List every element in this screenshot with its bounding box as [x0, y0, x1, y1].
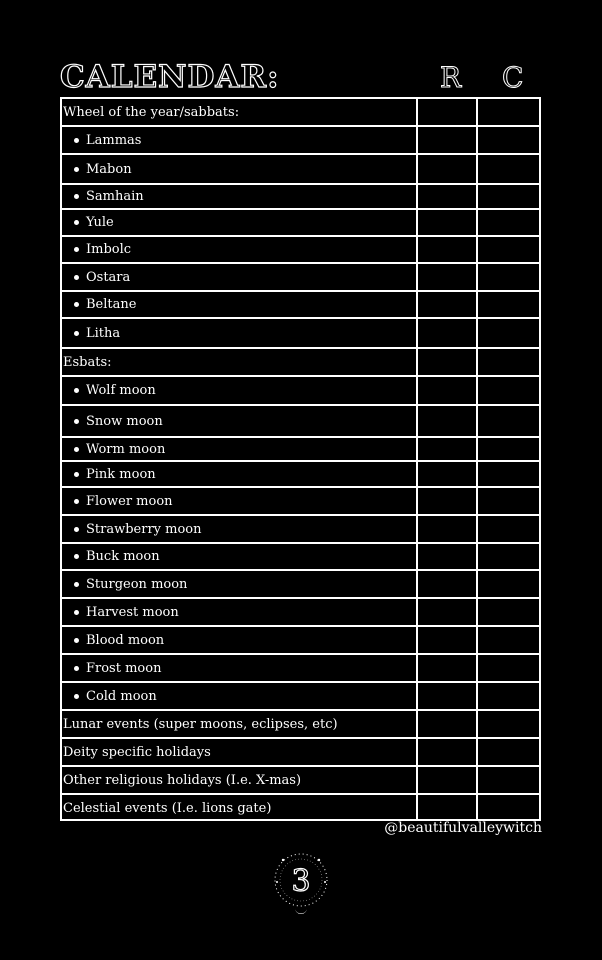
table-row — [62, 438, 539, 462]
table-row — [62, 571, 539, 599]
checkbox-cell-c[interactable] — [478, 185, 539, 208]
table-row — [62, 462, 539, 488]
row-label-text: Deity specific holidays — [63, 744, 211, 760]
bullet-icon — [74, 331, 79, 336]
row-label-text: Lunar events (super moons, eclipses, etc) — [63, 716, 338, 732]
row-label-text: Snow moon — [86, 413, 163, 429]
list-item-label — [62, 544, 418, 569]
checkbox-cell-c[interactable] — [478, 319, 539, 347]
checkbox-cell-r[interactable] — [418, 488, 478, 514]
checkbox-cell-c[interactable] — [478, 462, 539, 486]
table-row — [62, 655, 539, 683]
row-label-text: Wheel of the year/sabbats: — [63, 104, 240, 120]
checkbox-cell-r[interactable] — [418, 210, 478, 235]
bullet-icon — [74, 194, 79, 199]
row-label-text: Sturgeon moon — [86, 576, 188, 592]
list-item-label — [62, 571, 418, 597]
list-item-label — [62, 210, 418, 235]
checkbox-cell-c[interactable] — [478, 711, 539, 737]
row-label-text: Ostara — [86, 269, 131, 285]
checkbox-cell-r[interactable] — [418, 406, 478, 436]
checkbox-cell-c[interactable] — [478, 264, 539, 290]
bullet-icon — [74, 419, 79, 424]
checkbox-cell-r[interactable] — [418, 155, 478, 183]
bullet-icon — [74, 472, 79, 477]
checkbox-cell-c[interactable] — [478, 349, 539, 375]
bullet-icon — [74, 527, 79, 532]
table-row — [62, 185, 539, 210]
page-number: 3 — [291, 864, 311, 899]
row-label-text: Buck moon — [86, 549, 160, 564]
row-label-text: Samhain — [86, 189, 144, 204]
list-item-label — [62, 377, 418, 404]
table-row — [62, 292, 539, 319]
row-label-text: Blood moon — [86, 632, 165, 648]
list-item-label — [62, 155, 418, 183]
checkbox-cell-c[interactable] — [478, 406, 539, 436]
row-label-text: Cold moon — [86, 688, 157, 704]
table-row — [62, 627, 539, 655]
checkbox-cell-r[interactable] — [418, 319, 478, 347]
table-row — [62, 127, 539, 155]
checkbox-cell-r[interactable] — [418, 544, 478, 569]
section-label — [62, 711, 418, 737]
bullet-icon — [74, 302, 79, 307]
row-label-text: Mabon — [86, 161, 132, 177]
checkbox-cell-c[interactable] — [478, 544, 539, 569]
checkbox-cell-c[interactable] — [478, 655, 539, 681]
crescent-moon-icon — [295, 908, 307, 914]
row-label-text: Esbats: — [63, 354, 112, 370]
column-header-c: C — [502, 61, 524, 94]
table-row — [62, 319, 539, 349]
bullet-icon — [74, 666, 79, 671]
checkbox-cell-c[interactable] — [478, 292, 539, 317]
checkbox-cell-r[interactable] — [418, 711, 478, 737]
list-item-label — [62, 627, 418, 653]
checkbox-cell-r[interactable] — [418, 599, 478, 625]
list-item-label — [62, 406, 418, 436]
checkbox-cell-c[interactable] — [478, 627, 539, 653]
checkbox-cell-r[interactable] — [418, 739, 478, 765]
list-item-label — [62, 292, 418, 317]
bullet-icon — [74, 388, 79, 393]
table-row — [62, 711, 539, 739]
bullet-icon — [74, 638, 79, 643]
checkbox-cell-r[interactable] — [418, 349, 478, 375]
column-header-r: R — [440, 61, 462, 94]
checkbox-cell-r[interactable] — [418, 655, 478, 681]
bullet-icon — [74, 554, 79, 559]
list-item-label — [62, 488, 418, 514]
page-title: CALENDAR: — [60, 59, 280, 95]
row-label-text: Beltane — [86, 297, 137, 312]
section-label — [62, 349, 418, 375]
bullet-icon — [74, 582, 79, 587]
checkbox-cell-c[interactable] — [478, 438, 539, 460]
checkbox-cell-r[interactable] — [418, 292, 478, 317]
checkbox-cell-c[interactable] — [478, 795, 539, 821]
checkbox-cell-r[interactable] — [418, 264, 478, 290]
table-row — [62, 488, 539, 516]
table-row — [62, 599, 539, 627]
checkbox-cell-c[interactable] — [478, 99, 539, 125]
list-item-label — [62, 237, 418, 262]
table-row — [62, 767, 539, 795]
list-item-label — [62, 655, 418, 681]
row-label-text: Litha — [86, 325, 121, 341]
checkbox-cell-c[interactable] — [478, 571, 539, 597]
checkbox-cell-c[interactable] — [478, 516, 539, 542]
bullet-icon — [74, 138, 79, 143]
table-row — [62, 210, 539, 237]
checkbox-cell-r[interactable] — [418, 185, 478, 208]
checkbox-cell-r[interactable] — [418, 462, 478, 486]
section-label — [62, 767, 418, 793]
author-handle: @beautifulvalleywitch — [384, 820, 542, 836]
checkbox-cell-c[interactable] — [478, 237, 539, 262]
checkbox-cell-c[interactable] — [478, 683, 539, 709]
bullet-icon — [74, 247, 79, 252]
row-label-text: Pink moon — [86, 466, 156, 482]
table-row — [62, 99, 539, 127]
checkbox-cell-c[interactable] — [478, 127, 539, 153]
row-label-text: Lammas — [86, 132, 142, 148]
list-item-label — [62, 264, 418, 290]
checkbox-cell-r[interactable] — [418, 516, 478, 542]
table-row — [62, 349, 539, 377]
checkbox-cell-c[interactable] — [478, 599, 539, 625]
table-row — [62, 406, 539, 438]
checkbox-cell-r[interactable] — [418, 438, 478, 460]
row-label-text: Worm moon — [86, 441, 166, 457]
checkbox-cell-c[interactable] — [478, 767, 539, 793]
section-label — [62, 99, 418, 125]
section-label — [62, 739, 418, 765]
table-row — [62, 237, 539, 264]
checkbox-cell-r[interactable] — [418, 99, 478, 125]
table-row — [62, 683, 539, 711]
page-number-emblem — [271, 850, 331, 916]
bullet-icon — [74, 610, 79, 615]
bullet-icon — [74, 694, 79, 699]
list-item-label — [62, 127, 418, 153]
checkbox-cell-r[interactable] — [418, 767, 478, 793]
checkbox-cell-c[interactable] — [478, 155, 539, 183]
checkbox-cell-r[interactable] — [418, 127, 478, 153]
bullet-icon — [74, 275, 79, 280]
section-label — [62, 795, 418, 821]
table-row — [62, 739, 539, 767]
checkbox-cell-c[interactable] — [478, 739, 539, 765]
bullet-icon — [74, 167, 79, 172]
checkbox-cell-c[interactable] — [478, 377, 539, 404]
checkbox-cell-c[interactable] — [478, 488, 539, 514]
list-item-label — [62, 599, 418, 625]
row-label-text: Wolf moon — [86, 383, 156, 398]
checkbox-cell-r[interactable] — [418, 377, 478, 404]
table-row — [62, 795, 539, 821]
checkbox-cell-r[interactable] — [418, 627, 478, 653]
checkbox-cell-r[interactable] — [418, 571, 478, 597]
row-label-text: Imbolc — [86, 242, 132, 257]
row-label-text: Harvest moon — [86, 604, 179, 620]
list-item-label — [62, 462, 418, 486]
row-label-text: Strawberry moon — [86, 521, 202, 537]
row-label-text: Celestial events (I.e. lions gate) — [63, 800, 272, 816]
list-item-label — [62, 516, 418, 542]
checkbox-cell-r[interactable] — [418, 683, 478, 709]
list-item-label — [62, 319, 418, 347]
bullet-icon — [74, 447, 79, 452]
list-item-label — [62, 185, 418, 208]
checkbox-cell-r[interactable] — [418, 237, 478, 262]
table-row — [62, 544, 539, 571]
table-row — [62, 155, 539, 185]
row-label-text: Frost moon — [86, 660, 162, 676]
row-label-text: Yule — [86, 215, 114, 230]
bullet-icon — [74, 220, 79, 225]
row-label-text: Flower moon — [86, 493, 173, 509]
table-row — [62, 516, 539, 544]
bullet-icon — [74, 499, 79, 504]
calendar-table — [60, 97, 541, 821]
list-item-label — [62, 438, 418, 460]
row-label-text: Other religious holidays (I.e. X-mas) — [63, 772, 302, 788]
list-item-label — [62, 683, 418, 709]
table-row — [62, 264, 539, 292]
table-row — [62, 377, 539, 406]
checkbox-cell-r[interactable] — [418, 795, 478, 821]
checkbox-cell-c[interactable] — [478, 210, 539, 235]
